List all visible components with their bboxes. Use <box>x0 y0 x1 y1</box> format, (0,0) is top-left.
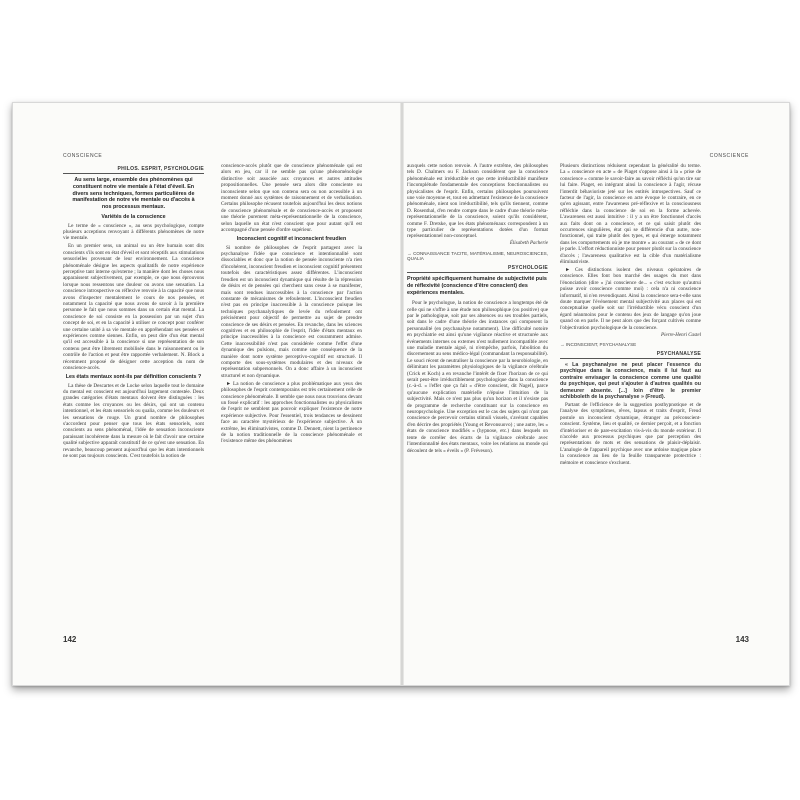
paragraph: Si nombre de philosophes de l'esprit partagent avec la psychanalyse l'idée que conscience et intentionnalité sont dissociables et donc que la notion de pensée inconsciente n'a rien d'incohérent, inconscient freudien et inconscient cognitif présentent toutefois des caractéristiques assez différentes. L'inconscient freudien est un inconscient dynamique qui résulte de la répression de désirs et de pensées qui cherchent sans cesse à se manifester, mais sont rendues inaccessibles à la conscience par l'action constante de mécanismes de refoulement. L'inconscient freudien n'est pas en principe inaccessible à la conscience puisque les techniques psychanalytiques de levée du refoulement ont précisément pour objectif de permettre au sujet de prendre conscience de ses désirs et pensées. En revanche, dans les sciences cognitives et en philosophie de l'esprit, l'idée d'états mentaux en principe inaccessibles à la conscience est couramment admise. Cette inaccessibilité n'est pas considérée comme l'effet d'une dynamique des pulsions, mais comme une conséquence de la manière dont notre système perceptivo-cognitif est structuré. Il comporte des sous-systèmes modulaires et des niveaux de représentation subpersonnels. On a donc affaire à un inconscient structurel et non dynamique. <box>221 244 362 379</box>
author-signature: Pierre-Henri Castel <box>661 332 701 338</box>
book-spread <box>12 102 790 686</box>
discipline-tag: PSYCHOLOGIE <box>407 265 548 273</box>
discipline-tag: PHILOS. ESPRIT, PSYCHOLOGIE <box>63 166 204 174</box>
column-3 <box>407 163 548 631</box>
section-heading: Variétés de la conscience <box>101 214 166 221</box>
section-heading: Les états mentaux sont-ils par définition conscients ? <box>65 374 202 381</box>
running-head-left: CONSCIENCE <box>63 153 103 159</box>
author-signature: Élisabeth Pacherie <box>509 241 548 247</box>
paragraph: ► La notion de conscience a plus problématique aux yeux des philosophes de l'esprit contemporains est très certainement celle de conscience phénoménale. Il semble que nous nous trouvions devant un fossé explicatif : les approches fonctionnalistes ou physicalistes de l'esprit ne semblent pas pouvoir expliquer l'existence de notre expérience subjective. Pour l'essentiel, trois tendances se dessinent face au caractère mystérieux de l'expérience subjective. À un extrême, les éliminativistes, comme D. Dennett, nient la pertinence de la notion traditionnelle de la conscience phénoménale et l'existence même des phénomènes <box>221 380 362 445</box>
paragraph: Partant de l'efficience de la suggestion posthypnotique et de l'analyse des symptômes, rêves, lapsus et traits d'esprit, Freud postule un inconscient dynamique, étranger au préconscient-conscient. Système, lieu et qualité, ce dernier perçoit, et a fonction d'intérioriser et de pare-excitation vis-à-vis du monde extérieur. Il n'accède aux processus psychiques que par perception des représentations de mots et des sensations de plaisir-déplaisir. L'analogie de l'appareil psychique avec une ardoise magique place la conscience au lieu de la feuille transparente protectrice : mémoire et conscience s'excluent. <box>560 401 701 466</box>
paragraph: ► Ces distinctions isolent des niveaux opératoires de conscience. Elles font bon marché des usages du mot dans l'énonciation (dire « j'ai conscience de... » c'est exclure qu'autrui puisse avoir conscience comme moi) : cela n'a ni conscience informatif, ni n'en revendiquant. Ainsi la conscience sera-t-elle sans doute marquer l'événement mental subjectivité aux places qui est conceptualise quelle soit sur l'irréductible vécu conscient d'un égard néanmoins pour le contenu des jeux de langage qu'on joue quand on en parle. Il ne peut alors que des forçant cultivés comme l'objectivation psychologique de la conscience. <box>560 267 701 331</box>
left-page <box>13 103 400 685</box>
paragraph: auxquels cette notion renvoie. À l'autre extrême, des philosophes tels D. Chalmers ou F. Jackson considèrent que la conscience phénoménale est irréductible et que cette irréductibilité manifeste l'incomplétude fondamentale des conceptions fonctionnalistes ou physicalistes de l'esprit. Enfin, certains philosophes poursuivent une voie moyenne et, tout en admettant l'existence de la conscience phénoménale, nient son irréductibilité, tels qu'ils tiennent, comme D. Rosenthal, d'en rendre compte dans le cadre d'une théorie méta-représentationnelle de la conscience, soient qu'ils considèrent, comme F. Dretske, que les états phénoménaux correspondent à un type particulier de représentations dotées d'un format représentationnel non-conceptuel. <box>407 163 548 240</box>
column-2 <box>221 163 362 631</box>
paragraph: La thèse de Descartes et de Locke selon laquelle tout le domaine du mental est conscient est aujourd'hui largement contestée. Deux grandes catégories d'états mentaux doivent être distinguées : les états comme les croyances ou les désirs, qui ont un contenu intentionnel, et les états sensoriels ou qualia, comme les douleurs et les sensations de rouge. Un grand nombre de philosophes s'accordent pour penser que tous les états sensoriels, sont conscients au sens phénoménal, l'idée de sensation inconsciente paraissant incohérente dans la mesure où le fait d'avoir une certaine qualité subjective apparaît constitutif de ce qu'est une sensation. En revanche, beaucoup pensent aujourd'hui que les états intentionnels ne sont pas toujours conscients. C'est toutefois la notion de <box>63 382 204 460</box>
page-number-right: 143 <box>735 635 749 644</box>
discipline-tag: PSYCHANALYSE <box>560 351 701 359</box>
cross-reference: → INCONSCIENT, PSYCHANALYSE <box>560 341 637 347</box>
paragraph: En un premier sens, un animal ou un être humain sont dits conscients s'ils sont en état d'éveil et sont réceptifs aux stimulations sensorielles provenant de leur environnement. La conscience phénoménale désigne les aspects qualitatifs de notre expérience perceptive tant interne qu'externe ; la manière dont les choses nous apparaissent subjectivement, par exemple, ce que nous éprouvons lorsque nous ressentons une douleur ou avons une sensation. La conscience introspective ou réflexive renvoie à la capacité que nous avons d'inspecter mentalement le cours de nos pensées, et notamment la capacité que nous avons de savoir à la première personne le fait que nous sommes dans un certain état mental. La conscience de soi consiste en la possession par un sujet d'un concept de soi, et en la capacité à utiliser ce concept pour conférer une certaine unité à sa vie mentale en appréhendant ses pensées et expériences comme siennes. Enfin, on peut dire d'un état mental qu'il est accessible à la conscience si une représentation de son contenu peut être librement mobilisée dans le raisonnement ou le contrôle de l'action et peut être rapportée verbalement. N. Block a récemment proposé de désigner cette acception du nom de conscience-accès. <box>63 243 204 372</box>
column-4 <box>560 163 701 631</box>
running-head-right: CONSCIENCE <box>709 153 749 159</box>
right-page <box>404 103 789 685</box>
page-number-left: 142 <box>63 635 77 644</box>
paragraph: Pour le psychologue, la notion de conscience a longtemps été de celle qui ne s'offre à une étude non philosophique (ou positive) que par le pathologique, soit par ses absences ou ses troubles partiels, soit dans le cadre d'une théorie des instances qui composent la personnalité (en psychanalyse notamment). Une difficulté notoire en psychiatrie est ainsi qu'une vigilance réactive et structurée aux événements internes ou externes n'est nullement incompatible avec une maladie mentale aiguë, ni n'empêche, parfois, l'abolition du discernement au sens médico-légal (commandant la responsabilité). Le souci récent de neutraliser la conscience par la neurobiologie, en délimitant les paramètres physiologiques de la vigilance cérébrale (Crick et Koch) a en revanche l'intérêt de fixer l'horizon de ce qui serait peut-être irréductiblement psychologique dans la conscience (c.-à-d. « l'effet que ça fait » d'être conscient, dit Nagel), parce qu'aucune explication matérielle n'épuise l'intuition de la subjectivité. Mais ce n'est pas plus qu'un horizon et il n'existe pas de programme de recherche constituant sur la conscience en neuropsychologie. Une exception est le cas des sujets qui n'ont pas conscience de percevoir certains stimuli visuels, s'avérant capables d'en décrire des propriétés (Young et Revonsuovo) ; une autre, les « états de conscience modifiés » (hypnose, etc.) dans lesquels on tente de corréler des écarts de la vigilance cérébrale avec l'intentionnalité des états mentaux, voire les relations au monde qui découlent de tels « éveils » (P. Fréveson). <box>407 300 548 454</box>
paragraph: conscience-accès plutôt que de conscience phénoménale qui est alors en jeu, car il ne semble pas qu'une phénoménologie distinctive soit associée aux croyances et autres attitudes propositionnelles. Une pensée sera alors dite consciente ou inconsciente selon que son contenu sera ou non accessible à un moment donné aux systèmes de raisonnement et de verbalisation. Certains philosophe récusent toutefois aujourd'hui les deux notions de conscience phénoménale et de conscience-accès et proposent une théorie purement méta-représentationnelle de la conscience, selon laquelle un état n'est conscient que pour autant qu'il est accompagné d'une pensée d'ordre supérieur. <box>221 163 362 234</box>
definition-abstract: Au sens large, ensemble des phénomènes qui constituent notre vie mentale à l'état d'éveil. En divers sens techniques, formes particulières de manifestation de notre vie mentale ou d'accès à nos processus mentaux. <box>72 177 195 210</box>
column-1 <box>63 163 204 631</box>
paragraph: Le terme de « conscience », au sens psychologique, compte plusieurs acceptions renvoyant à différents phénomènes de notre vie mentale. <box>63 222 204 242</box>
freud-quote: « La psychanalyse ne peut placer l'essence du psychique dans la conscience, mais il lui faut au contraire envisager la conscience comme une qualité du psychique, qui peut s'ajouter à d'autres qualités ou demeurer absente. [...] loin d'être le premier schibboleth de la psychanalyse » (Freud). <box>560 361 701 400</box>
paragraph: Plusieurs distinctions réduisent cependant la généralité du terme. La « conscience en acte » de Piaget s'oppose ainsi à la « prise de conscience » comme le savoir-faire au savoir réfléchi qu'on tire sur lui faire. Piaget, en intégrant ainsi la conscience à l'agir, récuse l'interdit béhavioriste jeté sur les entités introspectives. Sauf ce facteur de l'agir, la conscience en acte évoque le contraire, en ce qu'en agissant, entre l'awareness pré-réflexive et la consciousness réfléchie dans la conscience de soi en la forme achevée. L'awareness est aussi intuitive : il y a un être fonctionnel d'accès aux faits dont on a conscience, et ce qui saisit plutôt des occurrences singulières, état qui se différencie d'un autre, non-fonctionnel, qui traite plutôt des types, et qui émerge notamment dans les comportements où je me montre « au courant » de ce dont je parle. L'effort réductionniste pour penser plutôt sur la conscience d'accès ; l'awareness qualitative est la cible d'un matérialisme éliminativiste. <box>560 163 701 266</box>
definition-abstract: Propriété spécifiquement humaine de subjectivité puis de réflexivité (conscience d'être conscient) des expériences mentales. <box>407 276 547 296</box>
cross-reference: → CONNAISSANCE TACITE, MATÉRIALISME, NEUROSCIENCES, QUALIA <box>407 250 548 262</box>
section-heading: Inconscient cognitif et inconscient freudien <box>236 236 347 243</box>
